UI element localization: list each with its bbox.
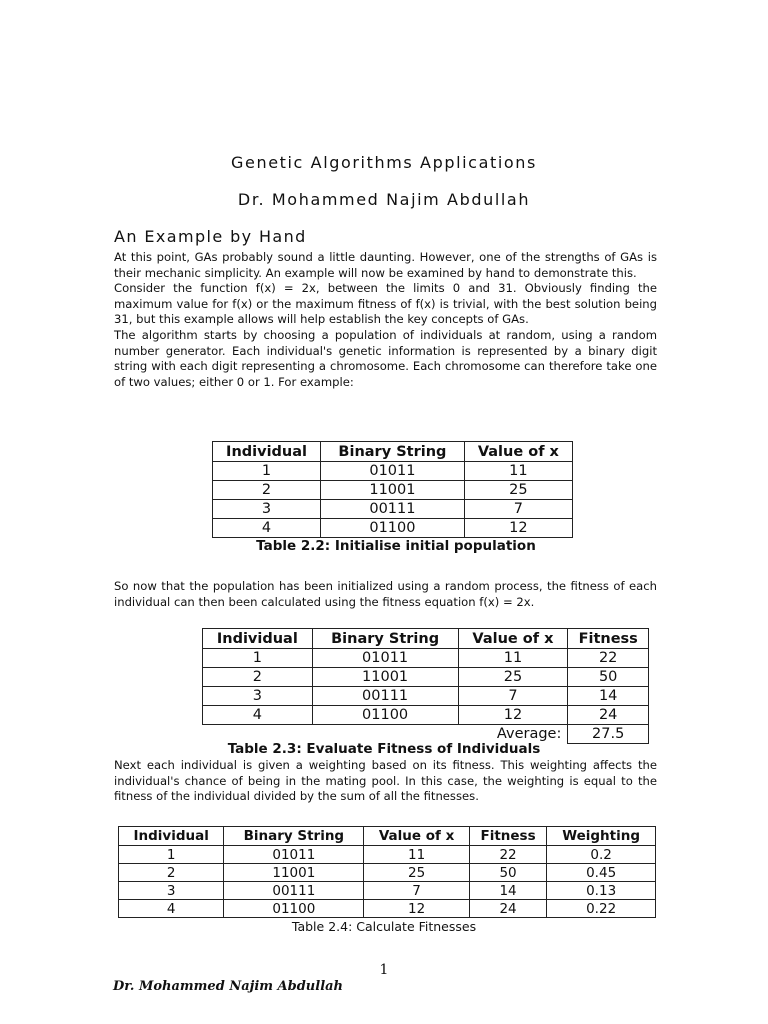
weighting-table [118, 826, 656, 918]
table-caption: Table 2.2: Initialise initial population [256, 538, 536, 554]
table-row [119, 900, 656, 918]
column-header: Weighting [547, 827, 656, 846]
table-cell: 7 [464, 500, 572, 519]
table-cell: 14 [469, 882, 546, 900]
column-header: Value of x [364, 827, 469, 846]
table-cell: 0.22 [547, 900, 656, 918]
column-header: Individual [203, 629, 313, 649]
table-row [213, 500, 573, 519]
table-header-row [203, 629, 649, 649]
population-table [212, 441, 573, 538]
table-cell: 3 [119, 882, 224, 900]
table-row [119, 846, 656, 864]
table-cell: 0.13 [547, 882, 656, 900]
table-cell: 3 [213, 500, 321, 519]
table-cell: 11001 [321, 481, 465, 500]
table-cell: 0.45 [547, 864, 656, 882]
table-row [203, 649, 649, 668]
table-cell: 12 [458, 706, 568, 725]
table-cell: 12 [464, 519, 572, 538]
table-cell: 2 [203, 668, 313, 687]
table-row [213, 519, 573, 538]
table-cell: 01011 [224, 846, 364, 864]
table-cell: 01011 [312, 649, 458, 668]
table-cell: 24 [568, 706, 649, 725]
table-cell: 2 [119, 864, 224, 882]
average-value: 27.5 [568, 725, 649, 744]
table-cell: 4 [213, 519, 321, 538]
fitness-table [202, 628, 649, 744]
table-cell: 12 [364, 900, 469, 918]
table-cell: 3 [203, 687, 313, 706]
table-cell: 22 [568, 649, 649, 668]
table-row [213, 481, 573, 500]
table-cell: 50 [469, 864, 546, 882]
paragraph: At this point, GAs probably sound a little daunting. However, one of the strengths of GAs is their mechanic simplicity. An example will now be examined by hand to demonstrate this. [114, 250, 657, 280]
table-cell: 25 [458, 668, 568, 687]
document-title: Genetic Algorithms Applications [231, 153, 537, 172]
table-cell: 01100 [312, 706, 458, 725]
table-cell: 00111 [321, 500, 465, 519]
table-cell: 24 [469, 900, 546, 918]
fitness-paragraph: So now that the population has been initialized using a random process, the fitness of each individual can then been calculated using the fitness equation f(x) = 2x. [114, 579, 657, 609]
table-row [213, 462, 573, 481]
intro-paragraphs [114, 250, 657, 390]
table-cell: 11 [364, 846, 469, 864]
section-heading: An Example by Hand [114, 227, 307, 246]
column-header: Fitness [568, 629, 649, 649]
table-cell: 1 [203, 649, 313, 668]
table-cell: 7 [458, 687, 568, 706]
table-caption: Table 2.4: Calculate Fitnesses [291, 919, 477, 934]
table-cell: 4 [203, 706, 313, 725]
column-header: Value of x [464, 442, 572, 462]
table-cell: 14 [568, 687, 649, 706]
page-footer: Dr. Mohammed Najim Abdullah [113, 979, 344, 994]
table-header-row [119, 827, 656, 846]
paragraph: Consider the function f(x) = 2x, between the limits 0 and 31. Obviously finding the maximum value for f(x) or the maximum fitness of f(x) is trivial, with the best solution being 31, but this example allows will help establish the key concepts of GAs. [114, 281, 657, 327]
table-row [203, 706, 649, 725]
table-caption: Table 2.3: Evaluate Fitness of Individuals [227, 741, 541, 757]
column-header: Fitness [469, 827, 546, 846]
table-cell: 11001 [224, 864, 364, 882]
table-cell: 01100 [224, 900, 364, 918]
table-cell: 4 [119, 900, 224, 918]
table-header-row [213, 442, 573, 462]
table-row [203, 668, 649, 687]
column-header: Individual [119, 827, 224, 846]
table-cell: 1 [213, 462, 321, 481]
average-label: Average: [496, 726, 562, 743]
table-cell: 01011 [321, 462, 465, 481]
table-cell: 00111 [312, 687, 458, 706]
column-header: Value of x [458, 629, 568, 649]
table-row [119, 882, 656, 900]
weighting-paragraph: Next each individual is given a weighting based on its fitness. This weighting affects the individual's chance of being in the mating pool. In this case, the weighting is equal to the fitness of the individual divided by the sum of all the fitnesses. [114, 758, 657, 804]
table-cell: 50 [568, 668, 649, 687]
table-cell: 7 [364, 882, 469, 900]
table-row [119, 864, 656, 882]
table-cell: 11001 [312, 668, 458, 687]
page-number: 1 [379, 962, 389, 978]
table-cell: 22 [469, 846, 546, 864]
table-row [203, 687, 649, 706]
column-header: Binary String [224, 827, 364, 846]
table-cell: 25 [464, 481, 572, 500]
table-cell: 00111 [224, 882, 364, 900]
document-author: Dr. Mohammed Najim Abdullah [237, 190, 531, 209]
table-cell: 11 [464, 462, 572, 481]
table-cell: 0.2 [547, 846, 656, 864]
table-cell: 25 [364, 864, 469, 882]
column-header: Binary String [312, 629, 458, 649]
column-header: Binary String [321, 442, 465, 462]
column-header: Individual [213, 442, 321, 462]
table-cell: 01100 [321, 519, 465, 538]
table-cell: 1 [119, 846, 224, 864]
paragraph: The algorithm starts by choosing a population of individuals at random, using a random number generator. Each individual's genetic information is represented by a binary digit string with each digit representing a chromosome. Each chromosome can therefore take one of two values; either 0 or 1. For example: [114, 327, 657, 389]
table-cell: 2 [213, 481, 321, 500]
table-cell: 11 [458, 649, 568, 668]
